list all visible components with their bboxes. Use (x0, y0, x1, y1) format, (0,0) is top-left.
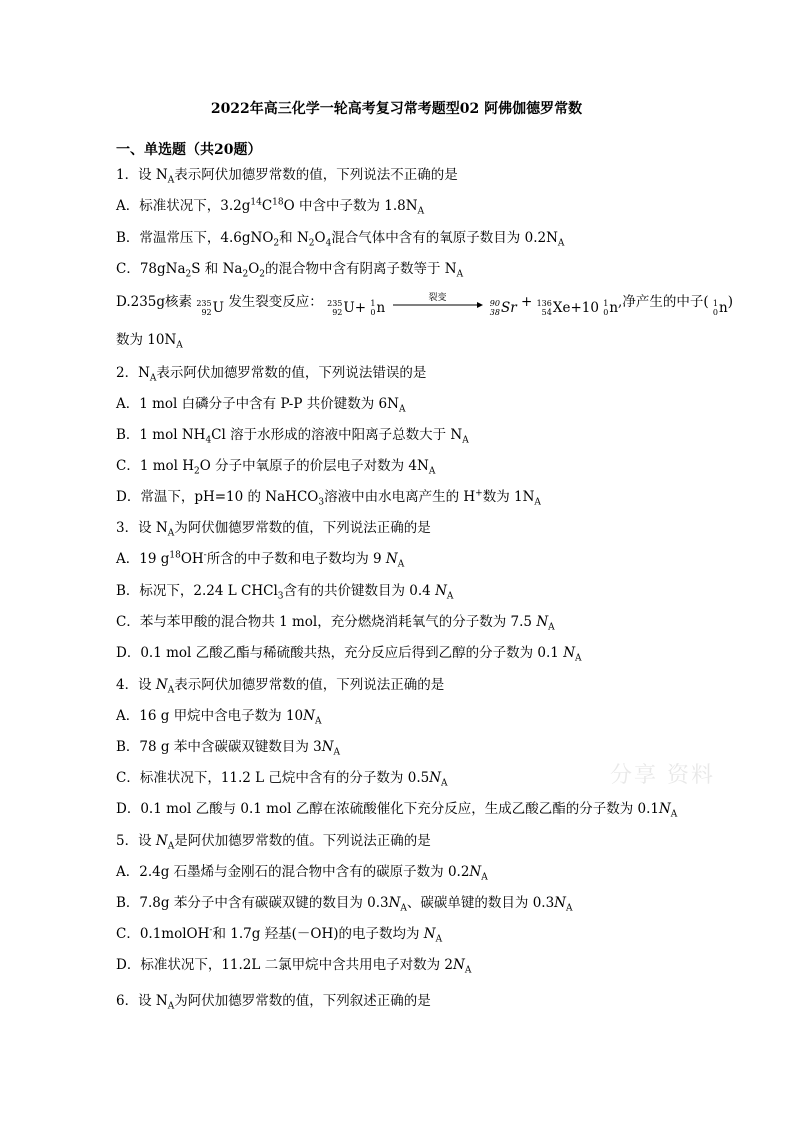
question-4-stem: 4．设 $N_A$表示阿伏加德罗常数的值，下列说法正确的是 (116, 677, 445, 696)
question-2-stem: 2．$N_A$表示阿伏加德罗常数的值，下列说法错误的是 (116, 365, 427, 384)
question-1-option-a: A．标准状况下，$3.2g^{14}C^{18}O$ 中含中子数为 $1.8N_A$ (116, 197, 425, 217)
question-1-option-d: D.235g核素 235 92 U 发生裂变反应： 235 92 U+ 1 0 n 裂变 90 38 Sr + 136 54 Xe+10 1 0 n ,净产生的中子( 1 0 n ) (116, 292, 733, 317)
question-4-option-b: B．78 g 苯中含碳碳双键数目为 $3N_A$ (116, 739, 341, 758)
question-2-option-b: B．1 mol $NH_4Cl$ 溶于水形成的溶液中阳离子总数大于 $N_A$ (116, 427, 469, 446)
question-3-option-a: A．19 $g^{18}OH^-$所含的中子数和电子数均为 9 $N_A$ (116, 550, 405, 570)
watermark: 分享 资料 (610, 763, 715, 788)
question-5-option-b: B．7.8g 苯分子中含有碳碳双键的数目为 $0.3N_A$、碳碳单键的数目为 $0.3N_A$ (116, 895, 573, 914)
question-1-option-d-cont: 数为 $10N_A$ (116, 332, 183, 351)
nuclide-xe136: 136 54 Xe+10 (536, 299, 599, 317)
document-title: 2022年高三化学一轮高考复习常考题型02 阿佛伽德罗常数 (210, 101, 583, 117)
question-3-option-b: B．标况下，2.24 L CHCl$_3$含有的共价键数目为 0.4 $N_A$ (116, 583, 454, 602)
nuclide-neutron-net: 1 0 n (712, 299, 728, 317)
nuclide-u235: 235 92 U (196, 299, 225, 317)
question-4-option-d: D．0.1 mol 乙酸与 0.1 mol 乙醇在浓硫酸催化下充分反应，生成乙酸乙酯的分子数为 $0.1N_A$ (116, 801, 678, 820)
question-2-option-c: C．1 mol $H_2O$ 分子中氧原子的价层电子对数为 $4N_A$ (116, 458, 436, 477)
nuclide-neutron-product: 1 0 n (603, 299, 619, 317)
question-1-option-b: B．常温常压下，4.6gNO$_2$和 $N_2O_4$混合气体中含有的氧原子数目为 $0.2N_A$ (116, 230, 565, 249)
reaction-arrow: 裂变 (391, 295, 483, 311)
question-4-option-a: A．16 g 甲烷中含电子数为 $10N_A$ (116, 708, 322, 727)
question-1-stem: 1．设 $N_A$表示阿伏加德罗常数的值，下列说法不正确的是 (116, 167, 458, 186)
question-5-option-a: A．2.4g 石墨烯与金刚石的混合物中含有的碳原子数为 $0.2N_A$ (116, 864, 488, 883)
question-5-option-d: D．标准状况下，11.2L 二氯甲烷中含共用电子对数为 $2N_A$ (116, 957, 472, 976)
question-6-stem: 6．设 $N_A$为阿伏加德罗常数的值，下列叙述正确的是 (116, 993, 431, 1012)
question-5-stem: 5．设 $N_A$是阿伏加德罗常数的值。下列说法正确的是 (116, 833, 431, 852)
nuclide-neutron: 1 0 n (370, 299, 386, 317)
question-4-option-c: C．标准状况下，11.2 L 己烷中含有的分子数为 $0.5N_A$ (116, 770, 448, 789)
arrow-icon (391, 295, 483, 311)
section-heading: 一、单选题（共20题） (116, 142, 262, 158)
nuclide-sr90: 90 38 Sr (489, 299, 517, 317)
question-5-option-c: C．0.1molOH-和 1.7g 羟基(－OH)的电子数均为 $N_A$ (116, 925, 443, 945)
nuclide-u235-reactant: 235 92 U+ (327, 299, 367, 317)
question-3-option-c: C．苯与苯甲酸的混合物共 1 mol，充分燃烧消耗氧气的分子数为 7.5 $N_A$ (116, 614, 555, 633)
question-3-stem: 3．设 $N_A$为阿伏伽德罗常数的值，下列说法正确的是 (116, 520, 431, 539)
question-3-option-d: D．0.1 mol 乙酸乙酯与稀硫酸共热，充分反应后得到乙醇的分子数为 0.1 $N_A$ (116, 645, 582, 664)
question-2-option-d: D．常温下，pH=10 的 NaHCO$_3$溶液中由水电离产生的 H+数为 $1N_A$ (116, 488, 541, 508)
question-2-option-a: A．1 mol 白磷分子中含有 P-P 共价键数为 $6N_A$ (116, 396, 406, 415)
question-1-option-c: C．78gNa$_2$S 和 $Na_2O_2$的混合物中含有阴离子数等于 $N_A$ (116, 261, 464, 280)
